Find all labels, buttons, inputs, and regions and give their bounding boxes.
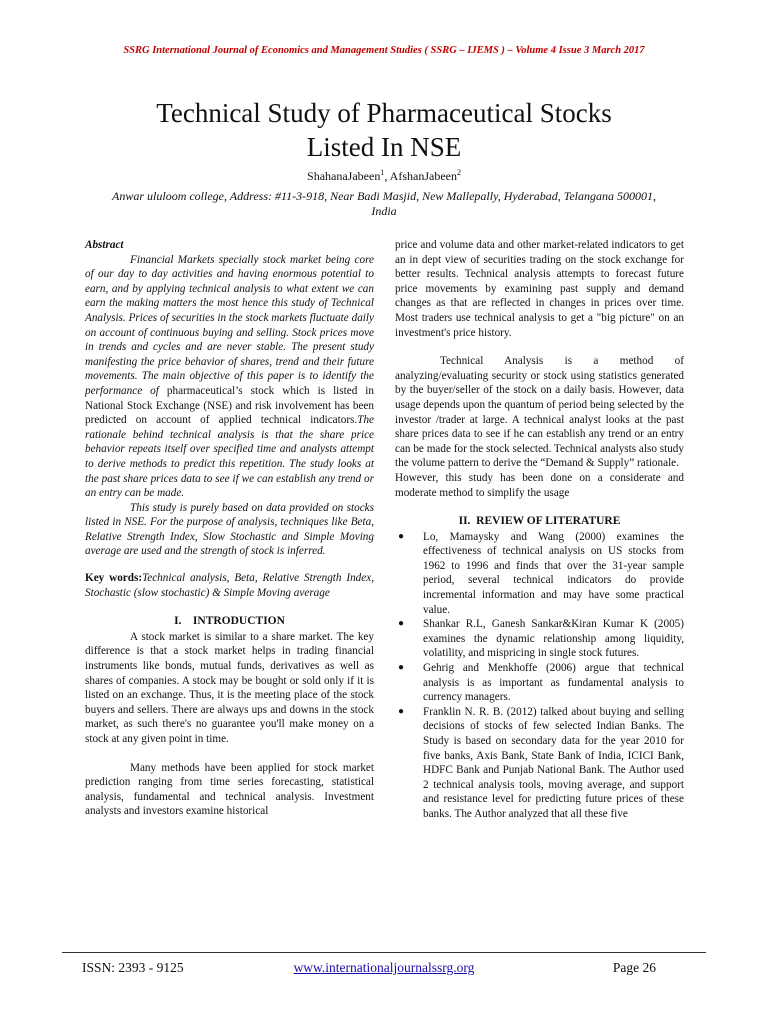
abstract-paragraph-2: This study is purely based on data provided on stocks listed in NSE. For the purpose of analysis, techniques like Beta, Relative Strength Index, Slow Stochastic and Simple Moving average are used and the strength of stock is inferred. [85, 501, 374, 558]
list-item-text: Lo, Mamaysky and Wang (2000) examines the effectiveness of technical analysis on US stocks from 1962 to 1996 and finds that over the 31-year sample period, several technical indicators do provide incremental information and may have some practical value. [423, 530, 684, 616]
affiliation-line-1: Anwar ululoom college, Address: #11-3-918, Near Badi Masjid, New Mallepally, Hyderabad, Telangana 500001, [112, 189, 656, 203]
paragraph-spacer [395, 340, 684, 354]
bullet-icon: ● [398, 705, 405, 717]
author-1-affiliation-mark: 1 [380, 168, 385, 177]
author-2: AfshanJabeen [389, 169, 457, 183]
literature-list [395, 530, 684, 822]
study-method-paragraph: However, this study has been done on a considerate and moderate method to simplify the usage [395, 471, 684, 499]
bullet-icon: ● [398, 530, 405, 542]
list-item [395, 661, 684, 705]
technical-analysis-paragraph: Technical Analysis is a method of analyzing/evaluating security or stock using statistics generated by the buyer/seller of the stock on a daily basis. However, data usage depends upon the quantum of period being selected by the investor /trader at large. A technical analyst looks at the past share prices data to see if he can establish any trend or an entry can be made for the stock selected. Technical analysts also study the volume pattern to derive the “Demand & Supply” rationale. [395, 355, 684, 470]
list-item-text: Gehrig and Menkhoffe (2006) argue that technical analysis is as important as fundamental analysis to currency managers. [423, 662, 684, 704]
abstract-text-part-2: pharmaceutical’s stock which is listed in National Stock Exchange (NSE) and risk involvement has been predicted on account of applied technical indicators. [85, 384, 374, 427]
list-item-text: Shankar R.L, Ganesh Sankar&Kiran Kumar K (2005) examines the dynamic relationship among liquidity, volatility, and mispricing in single stock futures. [423, 618, 684, 660]
title-line-1: Technical Study of Pharmaceutical Stocks [156, 98, 612, 128]
right-column [395, 238, 684, 822]
intro-continuation-paragraph: price and volume data and other market-related indicators to get an in dept view of securities trading on the stock exchange for better results. Technical analysis attempts to forecast future price movements by examining past supply and demand changes as that are reflected in changes in prices over time. Most traders use technical analysis to get a "big picture" on an investment's price history. [395, 239, 684, 339]
introduction-paragraph-1: A stock market is similar to a share market. The key difference is that a stock market helps in trading financial instruments like bonds, mutual funds, derivatives as well as shares of companies. A stock may be bought or sold only if it is listed on an exchange. Thus, it is the meeting place of the stock buyers and sellers. There are always ups and downs in the stock market, as such there's no guarantee you'll make money on a stock at any given point in time. [85, 630, 374, 745]
footer-page-number: Page 26 [612, 960, 656, 975]
affiliation-line-2: India [371, 204, 397, 218]
journal-header: SSRG International Journal of Economics and Management Studies ( SSRG – IJEMS ) – Volume 4 Issue 3 March 2017 [123, 45, 645, 56]
introduction-paragraph-2: Many methods have been applied for stock market prediction ranging from time series forecasting, statistical analysis, fundamental and technical analysis. Investment analysts and investors examine historical [85, 761, 374, 818]
list-item [395, 617, 684, 661]
author-1: ShahanaJabeen [307, 169, 381, 183]
abstract-paragraph-1 [85, 253, 374, 501]
paragraph-spacer [85, 747, 374, 761]
author-list [0, 168, 768, 184]
paper-title [90, 96, 678, 164]
left-column [85, 238, 374, 819]
keywords-text: Technical analysis, Beta, Relative Strength Index, Stochastic (slow stochastic) & Simple Moving average [85, 572, 374, 599]
abstract-heading: Abstract [85, 239, 124, 251]
introduction-heading: I. INTRODUCTION [174, 615, 285, 628]
abstract-text-part-3: The rationale behind technical analysis is that the share price behavior repeats itself over specified time and analysts attempt to derive methods to predict this repetition. The study looks at the past share prices data to see if we can establish any trend or an entry can be made. [85, 414, 374, 500]
list-item [395, 705, 684, 822]
literature-heading: II. REVIEW OF LITERATURE [458, 515, 621, 528]
list-item-text: Franklin N. R. B. (2012) talked about buying and selling decisions of stocks of few selected Indian Banks. The Study is based on secondary data for the year 2010 for five banks, Axis Bank, State Bank of India, ICICI Bank, HDFC Bank and Punjab National Bank. The Author used 2 technical analysis tools, moving average, and support and resistance level for predicting future prices of these banks. The Author analyzed that all these five [423, 705, 684, 820]
bullet-icon: ● [398, 618, 405, 630]
title-line-2: Listed In NSE [306, 132, 462, 162]
footer-divider [62, 952, 706, 953]
author-separator: , [384, 169, 390, 183]
author-2-affiliation-mark: 2 [456, 168, 461, 177]
keywords [85, 571, 374, 600]
affiliation [112, 189, 656, 219]
list-item [395, 530, 684, 618]
bullet-icon: ● [398, 662, 405, 674]
footer-website-link[interactable]: www.internationaljournalssrg.org [293, 960, 475, 975]
footer-issn: ISSN: 2393 - 9125 [82, 960, 184, 975]
footer-website-container [62, 960, 706, 976]
keywords-label: Key words: [85, 572, 143, 585]
abstract-text-part-1: Financial Markets specially stock market being core of our day to day activities and having enormous potential to earn, and by applying technical analysis to what extent we can earn the making matters the most hence this study of Technical Analysis. Prices of securities in the stock markets fluctuate daily on account of continuous buying and selling. Stock prices move in trends and cycles and are never stable. The present study manifesting the price behavior of shares, trend and their future movements. The main objective of this paper is to identify the performance of [85, 253, 374, 397]
